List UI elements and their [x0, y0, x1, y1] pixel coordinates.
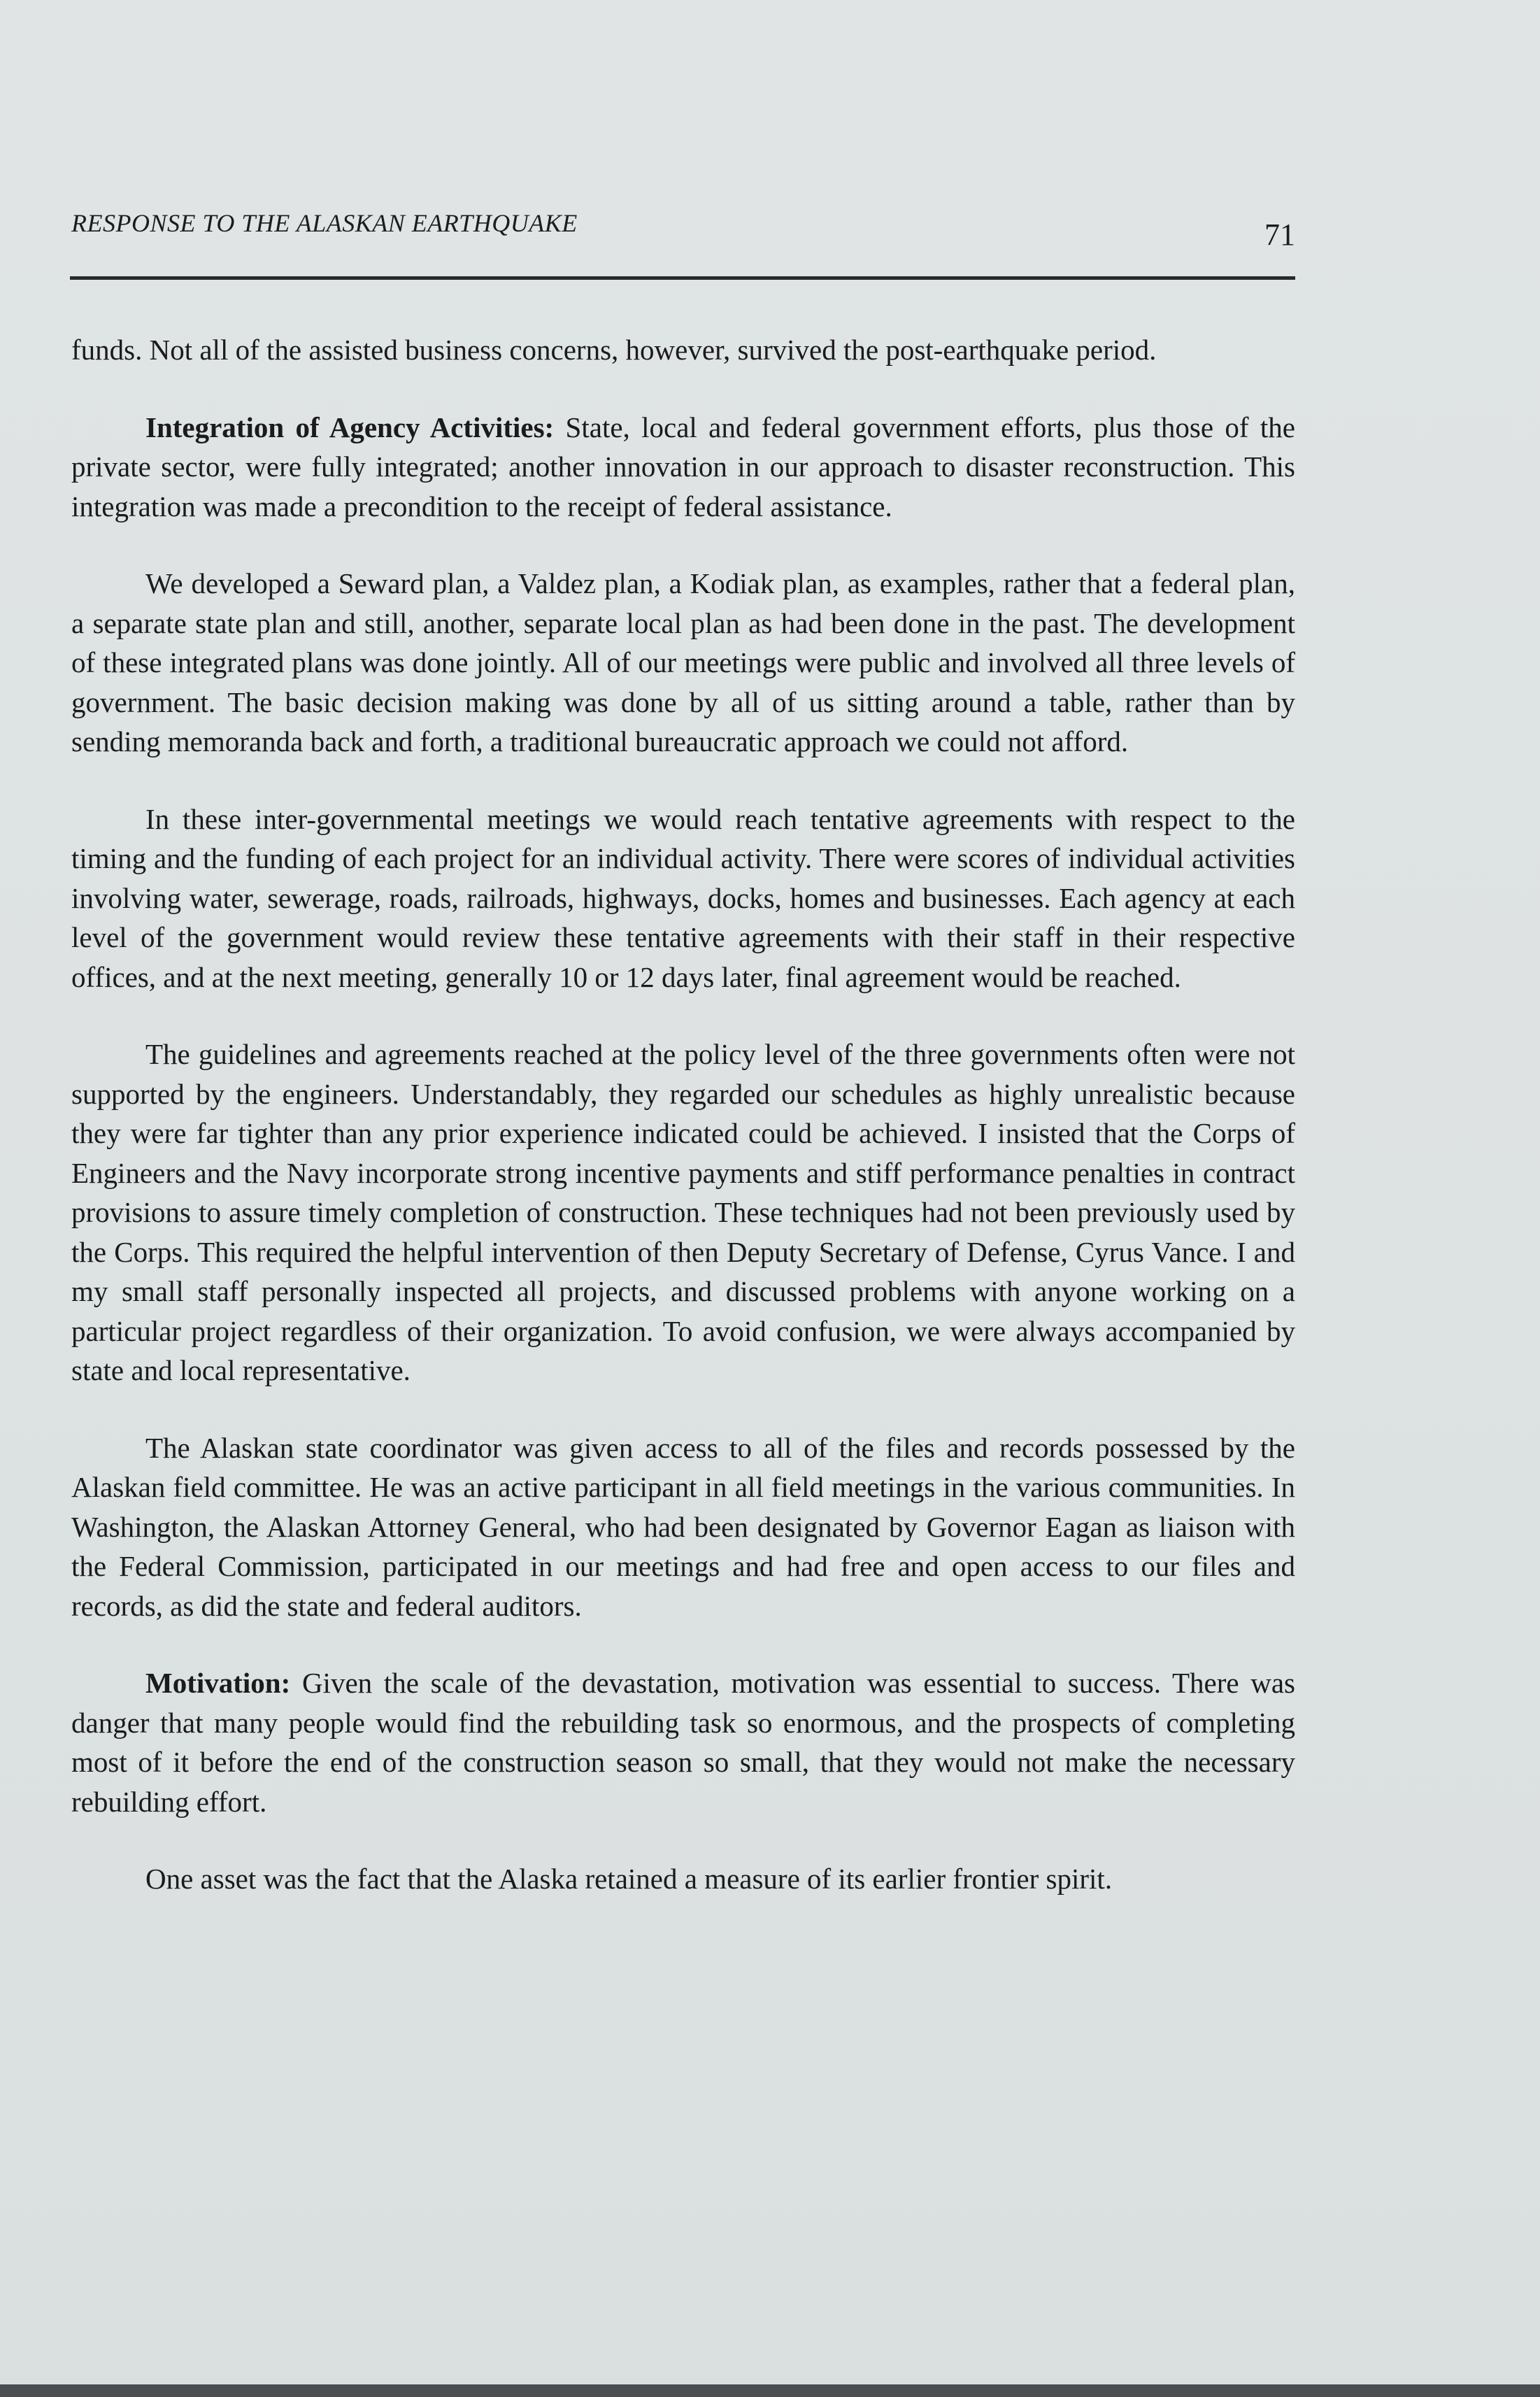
- paragraph-6-text: The Alaskan state coordinator was given access to all of the files and records possessed by the Alaskan field committee. He was an active participant in all field meetings in the various communities. In Washington, the Alaskan Attorney General, who had been designated by Governor Eagan as liaison with the Federal Commission, participated in our meetings and had free and open access to our files and records, as did the state and federal auditors.: [71, 1431, 1295, 1622]
- paragraph-7: [71, 1663, 1295, 1821]
- paragraph-5-text: The guidelines and agreements reached at the policy level of the three governments often were not supported by the engineers. Understandably, they regarded our schedules as highly unrealistic because they were far tighter than any prior experience indicated could be achieved. I insisted that the Corps of Engineers and the Navy incorporate strong incentive payments and stiff performance penalties in contract provisions to assure timely completion of construction. These techniques had not been previously used by the Corps. This required the helpful intervention of then Deputy Secretary of Defense, Cyrus Vance. I and my small staff personally inspected all projects, and discussed problems with anyone working on a particular project regardless of their organization. To avoid confusion, we were always accompanied by state and local representative.: [71, 1038, 1295, 1386]
- paragraph-2-lead: Integration of Agency Activities:: [145, 411, 555, 443]
- paragraph-3: [71, 564, 1295, 762]
- paragraph-1: [71, 330, 1295, 370]
- page-number: 71: [1264, 218, 1295, 252]
- scan-edge: [0, 2384, 1540, 2397]
- paragraph-5: [71, 1034, 1295, 1390]
- header-rule: [70, 276, 1295, 280]
- running-title: RESPONSE TO THE ALASKAN EARTHQUAKE: [71, 209, 578, 237]
- paragraph-8-text: One asset was the fact that the Alaska retained a measure of its earlier frontier spirit.: [145, 1863, 1113, 1895]
- paragraph-7-text: Given the scale of the devastation, motivation was essential to success. There was danger that many people would find the rebuilding task so enormous, and the prospects of completing most of it before the end of the construction season so small, that they would not make the necessary rebuilding effort.: [71, 1667, 1295, 1818]
- paragraph-2: [71, 408, 1295, 527]
- paragraph-8: [71, 1859, 1295, 1899]
- paragraph-4-text: In these inter-governmental meetings we would reach tentative agreements with respect to the timing and the funding of each project for an individual activity. There were scores of individual activities involving water, sewerage, roads, railroads, highways, docks, homes and businesses. Each agency at each level of the government would review these tentative agreements with their staff in their respective offices, and at the next meeting, generally 10 or 12 days later, final agreement would be reached.: [71, 802, 1295, 993]
- paragraph-7-lead: Motivation:: [145, 1667, 291, 1699]
- paragraph-4: [71, 799, 1295, 997]
- paragraph-2-text: State, local and federal government efforts, plus those of the private sector, were fully integrated; another innovation in our approach to disaster reconstruction. This integration was made a precondition to the receipt of federal assistance.: [71, 411, 1296, 522]
- body-text: [71, 330, 1295, 1937]
- paragraph-1-text: funds. Not all of the assisted business concerns, however, survived the post-earthquake period.: [71, 334, 1157, 366]
- running-header: [71, 208, 1295, 257]
- paragraph-3-text: We developed a Seward plan, a Valdez plan, a Kodiak plan, as examples, rather that a federal plan, a separate state plan and still, another, separate local plan as had been done in the past. The development of these integrated plans was done jointly. All of our meetings were public and involved all three levels of government. The basic decision making was done by all of us sitting around a table, rather than by sending memoranda back and forth, a traditional bureaucratic approach we could not afford.: [71, 567, 1295, 757]
- paragraph-6: [71, 1428, 1295, 1626]
